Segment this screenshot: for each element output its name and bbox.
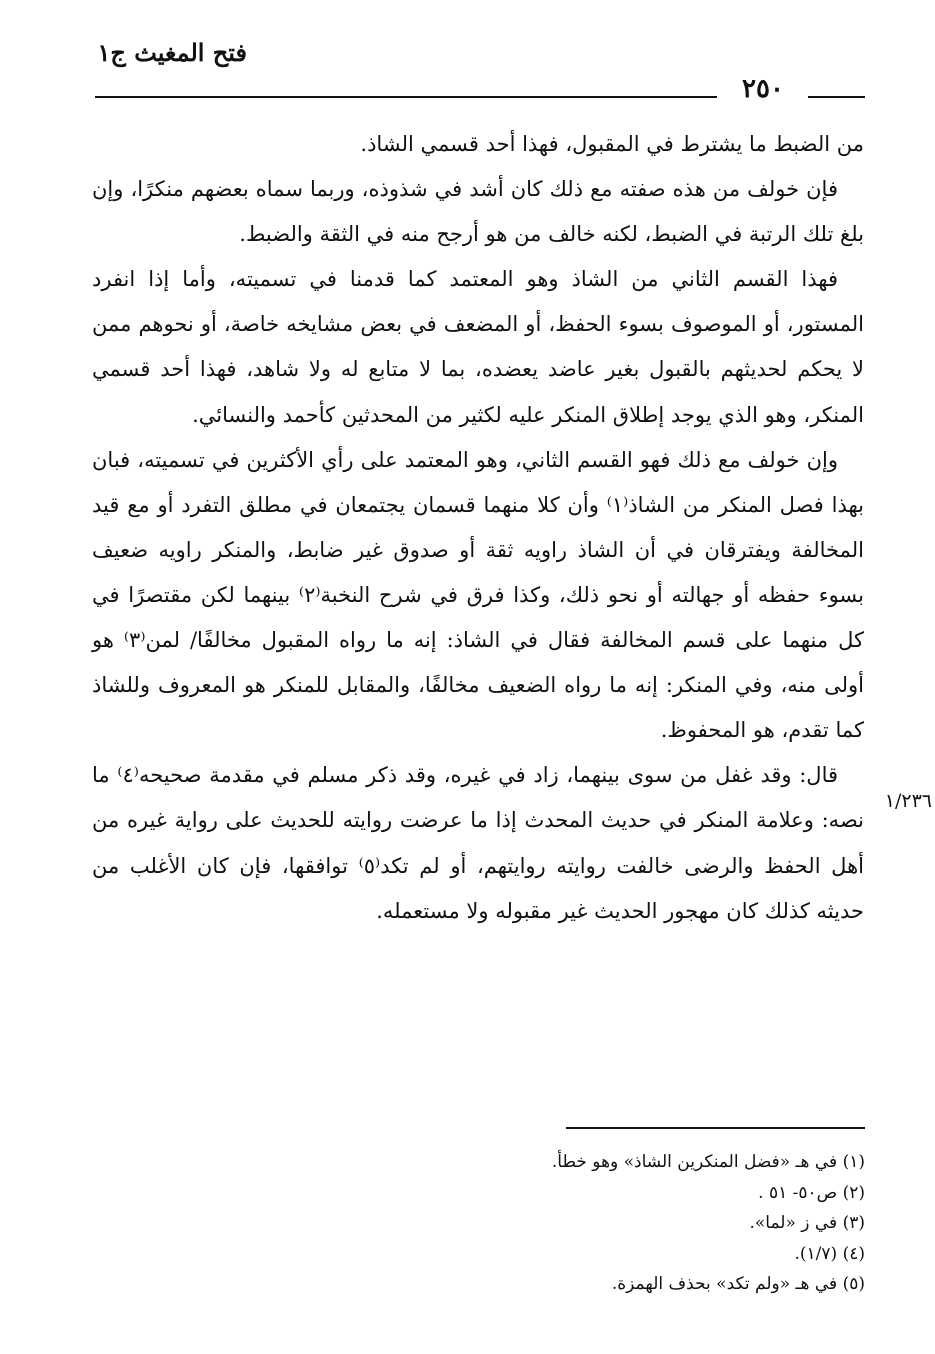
paragraph: فإن خولف من هذه صفته مع ذلك كان أشد في شذوذه، وربما سماه بعضهم منكرًا، وإن بلغ تلك الرتبة في الضبط، لكنه خالف من هو أرجح منه في الثقة والضبط. [92, 177, 864, 247]
footnote: (٤) (١/٧). [794, 1243, 865, 1264]
footnote: (٢) ص٥٠- ٥١ . [758, 1182, 865, 1203]
paragraph: قال: وقد غفل من سوى بينهما، زاد في غيره، وقد ذكر مسلم في مقدمة صحيحه⁽٤⁾ ما نصه: وعلامة المنكر في حديث المحدث إذا ما عرضت روايته للحديث على رواية غيره من أهل الحفظ والرضى خالفت روايته روايتهم، أو لم تكد⁽٥⁾ توافقها، فإن كان الأغلب من حديثه كذلك كان مهجور الحديث غير مقبوله ولا مستعمله. [92, 763, 864, 923]
footnote: (٣) في ز «لما». [749, 1213, 865, 1233]
footnotes [300, 1147, 865, 1300]
header-rule-short [808, 96, 865, 98]
paragraph: فهذا القسم الثاني من الشاذ وهو المعتمد كما قدمنا في تسميته، وأما إذا انفرد المستور، أو الموصوف بسوء الحفظ، أو المضعف في بعض مشايخه خاصة، أو نحوهم ممن لا يحكم لحديثهم بالقبول بغير عاضد يعضده، بما لا متابع له ولا شاهد، فهذا أحد قسمي المنكر، وهو الذي يوجد إطلاق المنكر عليه لكثير من المحدثين كأحمد والنسائي. [92, 267, 864, 427]
paragraph: وإن خولف مع ذلك فهو القسم الثاني، وهو المعتمد على رأي الأكثرين في تسميته، فبان بهذا فصل المنكر من الشاذ⁽١⁾ وأن كلا منهما قسمان يجتمعان في مطلق التفرد أو مع قيد المخالفة ويفترقان في أن الشاذ راويه ثقة أو صدوق غير ضابط، والمنكر راويه ضعيف بسوء حفظه أو جهالته أو نحو ذلك، وكذا فرق في شرح النخبة⁽٢⁾ بينهما لكن مقتصرًا في كل منهما على قسم المخالفة فقال في الشاذ: إنه ما رواه المقبول مخالفًا/ لمن⁽٣⁾ هو أولى منه، وفي المنكر: إنه ما رواه الضعيف مخالفًا، والمقابل للمنكر هو المعروف وللشاذ كما تقدم، هو المحفوظ. [92, 447, 864, 743]
page-number: ٢٥٠ [742, 74, 784, 104]
footnote: (٥) في هـ «ولم تكد» بحذف الهمزة. [611, 1274, 865, 1294]
footnote: (١) في هـ «فضل المنكرين الشاذ» وهو خطأ. [551, 1152, 865, 1172]
paragraph: من الضبط ما يشترط في المقبول، فهذا أحد قسمي الشاذ. [360, 132, 864, 156]
margin-reference: ١/٢٣٦ [884, 790, 932, 812]
header-rule [95, 96, 717, 98]
footnote-separator [566, 1127, 865, 1129]
body-text [92, 122, 864, 934]
running-title: فتح المغيث ج١ [97, 38, 247, 67]
